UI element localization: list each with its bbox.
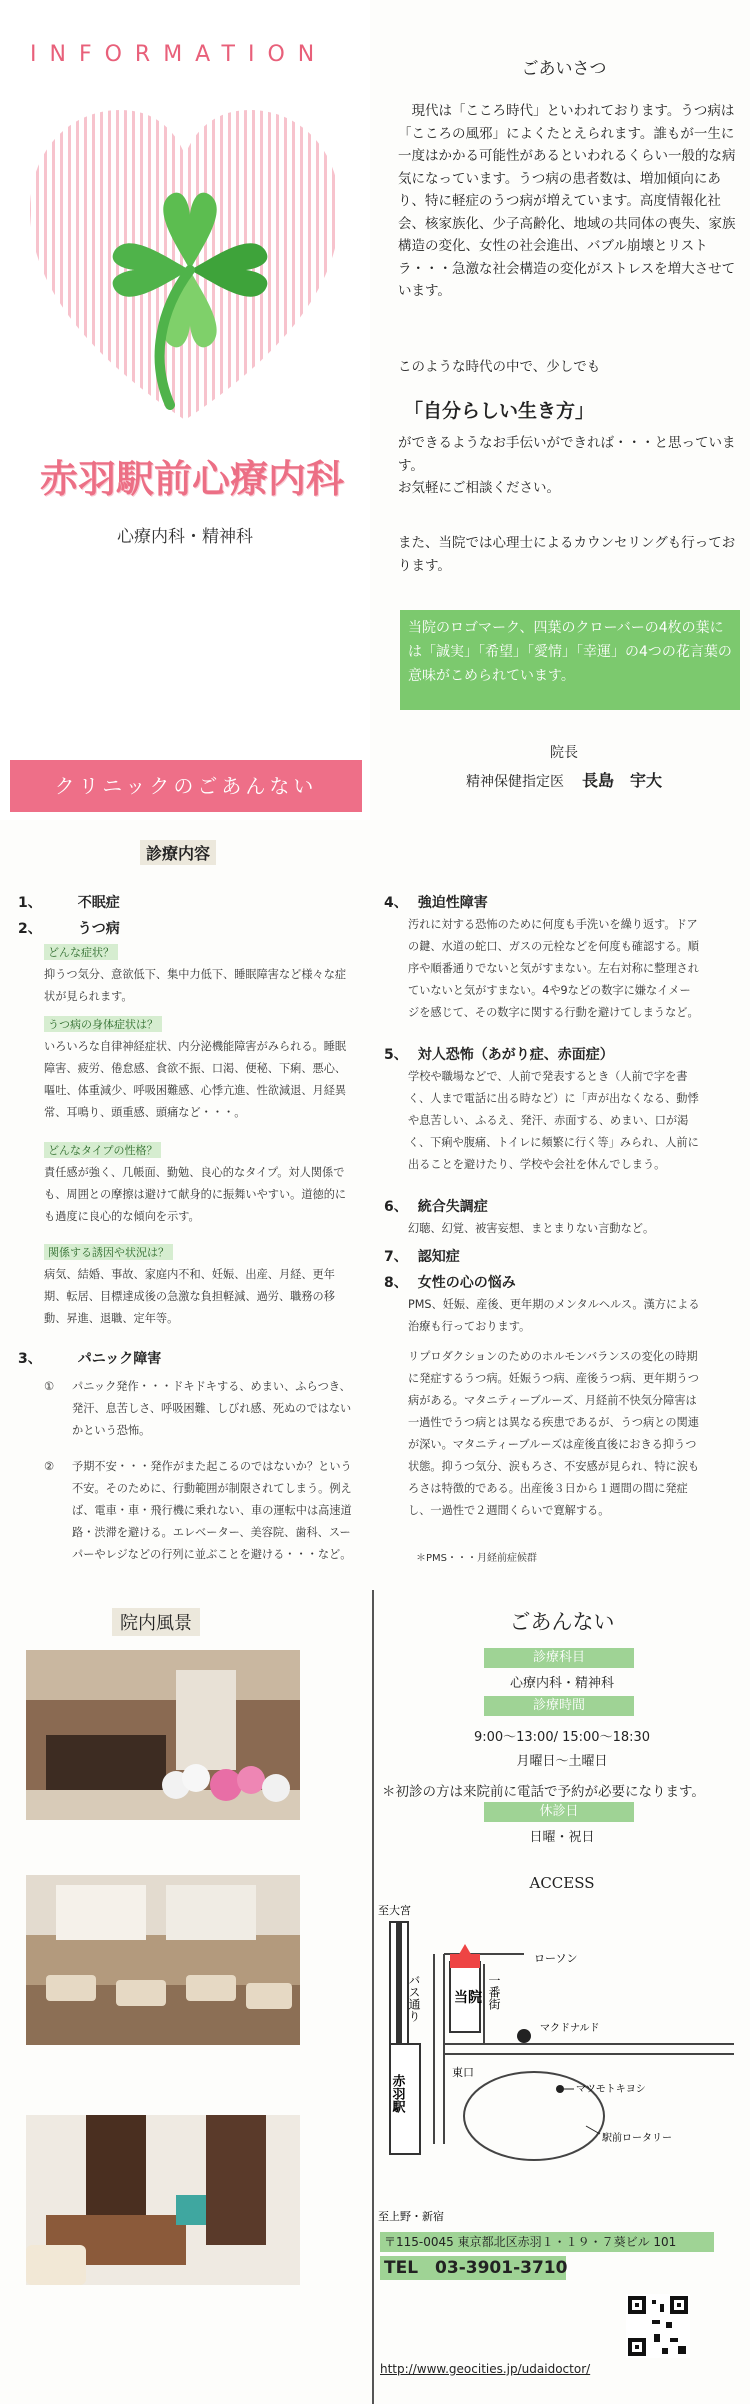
service-item xyxy=(18,1348,161,1368)
service-item xyxy=(384,1272,516,1292)
service-name: うつ病 xyxy=(77,921,120,937)
services-panel xyxy=(0,830,750,1590)
guide-title: ごあんない xyxy=(509,1610,615,1634)
answer-text: 抑うつ気分、意欲低下、集中力低下、睡眠障害など様々な症状が見られます。 xyxy=(44,968,347,1003)
service-item xyxy=(18,918,120,938)
question-tag: 関係する誘因や状況は？ xyxy=(44,1244,173,1260)
question-tag: うつ病の身体症状は？ xyxy=(44,1016,162,1032)
clover-logo-icon xyxy=(105,185,275,420)
interior-title: 院内風景 xyxy=(112,1608,200,1636)
director-title: 精神保健指定医 xyxy=(465,774,564,790)
service-item xyxy=(384,1246,460,1266)
dept-value: 心療内科・精神科 xyxy=(509,1676,614,1691)
pms-note: ＊PMS・・・月経前症候群 xyxy=(416,1553,538,1564)
map-label: 至上野・新宿 xyxy=(378,2211,444,2223)
service-num: 2、 xyxy=(18,921,42,937)
map-label: 一番街 xyxy=(487,1974,501,2010)
phone-bar: TEL 03-3901-3710 xyxy=(380,2256,566,2280)
service-item xyxy=(384,1044,614,1064)
hours-value: 9:00～13:00/ 15:00～18:30 xyxy=(473,1730,651,1745)
website-link[interactable]: http://www.geocities.jp/udaidoctor/ xyxy=(380,2362,591,2376)
reservation-note: ＊初診の方は来院前に電話で予約が必要になります。 xyxy=(382,1784,705,1800)
answer-text: いろいろな自律神経症状、内分泌機能障害がみられる。睡眠障害、疲労、倦怠感、食欲不振、口渇、便秘、下痢、悪心、嘔吐、体重減少、呼吸困難感、心悸亢進、性欲減退、月経異常、耳鳴り、頭重感、頭痛など・・・。 xyxy=(44,1040,347,1119)
greeting-panel xyxy=(378,0,750,820)
panic-bullet-1: ① xyxy=(44,1380,55,1393)
logo-meaning-box: 当院のロゴマーク、四葉のクローバーの4枚の葉には「誠実」「希望」「愛情」「幸運」の4つの花言葉の意味がこめられています。 xyxy=(400,610,740,710)
question-tag: どんなタイプの性格？ xyxy=(44,1142,161,1158)
interior-panel xyxy=(0,1590,370,2404)
access-map xyxy=(374,1894,750,2230)
greeting-paragraph-1: 現代は「こころ時代」といわれております。うつ病は「こころの風邪」によくたとえられます。誰もが一生に一度はかかる可能性があるといわれるくらい一般的な病気になっています。うつ病の患者数は、増加傾向にあり、特に軽症のうつ病が増えています。高度情報化社会、核家族化、少子高齢化、地域の共同体の喪失、家族構造の変化、女性の社会進出、バブル崩壊とリストラ・・・急激な社会構造の変化がストレスを増大させています。 xyxy=(398,103,736,299)
map-label: 東口 xyxy=(452,2067,474,2079)
waiting-room-photo xyxy=(26,1875,300,2045)
consultation-room-photo xyxy=(26,2115,300,2285)
map-label: 赤羽駅 xyxy=(390,2074,406,2113)
service-name: パニック障害 xyxy=(77,1351,162,1367)
map-label: マクドナルド xyxy=(540,2023,600,2034)
service-num: 5、 xyxy=(384,1047,408,1063)
services-title: 診療内容 xyxy=(140,840,216,865)
departments-text: 心療内科・精神科 xyxy=(117,527,253,547)
women-text-1: PMS、妊娠、産後、更年期のメンタルヘルス。漢方による治療も行っております。 xyxy=(408,1298,700,1333)
guide-panel xyxy=(372,1590,750,2404)
service-num: 7、 xyxy=(384,1249,408,1265)
closed-label: 休診日 xyxy=(484,1802,634,1822)
greeting-paragraph-4: また、当院では心理士によるカウンセリングも行っております。 xyxy=(398,535,736,574)
hours-label: 診療時間 xyxy=(484,1696,634,1716)
service-num: 4、 xyxy=(384,895,408,911)
map-label: バス通り xyxy=(407,1974,421,2022)
closed-value: 日曜・祝日 xyxy=(529,1830,595,1845)
access-title: ACCESS xyxy=(529,1874,595,1892)
service-item xyxy=(18,892,120,912)
address-bar: 〒115-0045 東京都北区赤羽１・１９・７葵ビル 101 xyxy=(380,2232,714,2252)
service-name: 強迫性障害 xyxy=(417,895,488,911)
schizophrenia-text: 幻聴、幻覚、被害妄想、まとまりない言動など。 xyxy=(408,1222,655,1235)
service-item xyxy=(384,1196,488,1216)
service-name: 認知症 xyxy=(417,1249,460,1265)
greeting-paragraph-3: ができるようなお手伝いができれば・・・と思っています。 お気軽にご相談ください。 xyxy=(398,435,736,496)
panic-text-2: 予期不安・・・発作がまた起こるのではないか？という不安。そのために、行動範囲が制限されてしまう。例えば、電車・車・飛行機に乗れない、車の運転中は高速道路・渋滞を避ける。エレベーター、美容院、歯科、スーパーやレジなどの行列に並ぶことを避ける・・・など。 xyxy=(72,1460,352,1561)
women-text-2: リプロダクションのためのホルモンバランスの変化の時期に発症するうつ病。妊娠うつ病、産後うつ病、更年期うつ病がある。マタニティーブルーズ、月経前不快気分障害は一過性でうつ病とは異なる疾患であるが、うつ病との関連が深い。マタニティーブルーズは産後直後におきる抑うつ状態。抑うつ気分、涙もろさ、不安感が見られ、特に涙もろさは特徴的である。出産後３日から１週間の間に発症し、一過性で２週間くらいで寛解する。 xyxy=(408,1350,700,1517)
panic-bullet-2: ② xyxy=(44,1460,55,1473)
director-name: 長島 宇大 xyxy=(581,771,662,790)
greeting-title: ごあいさつ xyxy=(521,59,607,79)
service-num: 8、 xyxy=(384,1275,408,1291)
map-label: マツモトキヨシ xyxy=(576,2084,646,2095)
service-name: 不眠症 xyxy=(77,895,120,911)
service-name: 統合失調症 xyxy=(417,1199,488,1215)
answer-text: 病気、結婚、事故、家庭内不和、妊娠、出産、月経、更年期、転居、目標達成後の急激な負担軽減、過労、職務の移動、昇進、退職、定年等。 xyxy=(44,1268,335,1325)
director-line xyxy=(378,768,750,791)
clinic-name: 赤羽駅前心療内科 xyxy=(40,457,345,501)
map-label: 至大宮 xyxy=(378,1905,411,1917)
service-num: 1、 xyxy=(18,895,42,911)
service-num: 6、 xyxy=(384,1199,408,1215)
days-value: 月曜日～土曜日 xyxy=(516,1754,608,1769)
cover-header: INFORMATION xyxy=(30,42,328,67)
greeting-highlight: 「自分らしい生き方」 xyxy=(404,400,595,422)
service-name: 対人恐怖（あがり症、赤面症） xyxy=(417,1047,614,1063)
clinic-guide-band: クリニックのごあんない xyxy=(10,760,362,812)
panic-text-1: パニック発作・・・ドキドキする、めまい、ふらつき、発汗、息苦しさ、呼吸困難、しびれ感、死ぬのではないかという恐怖。 xyxy=(72,1380,352,1437)
question-tag: どんな症状？ xyxy=(44,944,118,960)
reception-photo xyxy=(26,1650,300,1820)
qr-code-icon xyxy=(626,2294,690,2358)
service-num: 3、 xyxy=(18,1351,42,1367)
map-label: ローソン xyxy=(534,1953,578,1965)
map-label: 当院 xyxy=(454,1989,482,2005)
ocd-text: 汚れに対する恐怖のために何度も手洗いを繰り返す。ドアの鍵、水道の蛇口、ガスの元栓などを何度も確認する。順序や順番通りでないと気がすまない。左右対称に整理されていないと気がすまない。4や9などの数字に嫌なイメージを感じて、その数字に関する行動を避けてしまうなど。 xyxy=(408,918,699,1019)
greeting-paragraph-2: このような時代の中で、少しでも xyxy=(398,359,601,375)
service-item xyxy=(384,892,488,912)
map-label: 駅前ロータリー xyxy=(602,2133,672,2144)
service-name: 女性の心の悩み xyxy=(417,1275,516,1291)
dept-label: 診療科目 xyxy=(484,1648,634,1668)
answer-text: 責任感が強く、几帳面、勤勉、良心的なタイプ。対人関係でも、周囲との摩擦は避けて献身的に振舞いやすい。道徳的にも過度に良心的な傾向を示す。 xyxy=(44,1166,347,1223)
social-anxiety-text: 学校や職場などで、人前で発表するとき（人前で字を書く、人まで電話に出る時など）に「声が出なくなる、動悸や息苦しい、ふるえ、発汗、赤面する、めまい、口が渇く、下痢や腹痛、トイレに頻繁に行く等」みられ、人前に出ることを避けたり、学校や会社を休んでしまう。 xyxy=(408,1070,699,1171)
director-role: 院長 xyxy=(550,745,578,761)
cover-panel xyxy=(0,0,370,820)
